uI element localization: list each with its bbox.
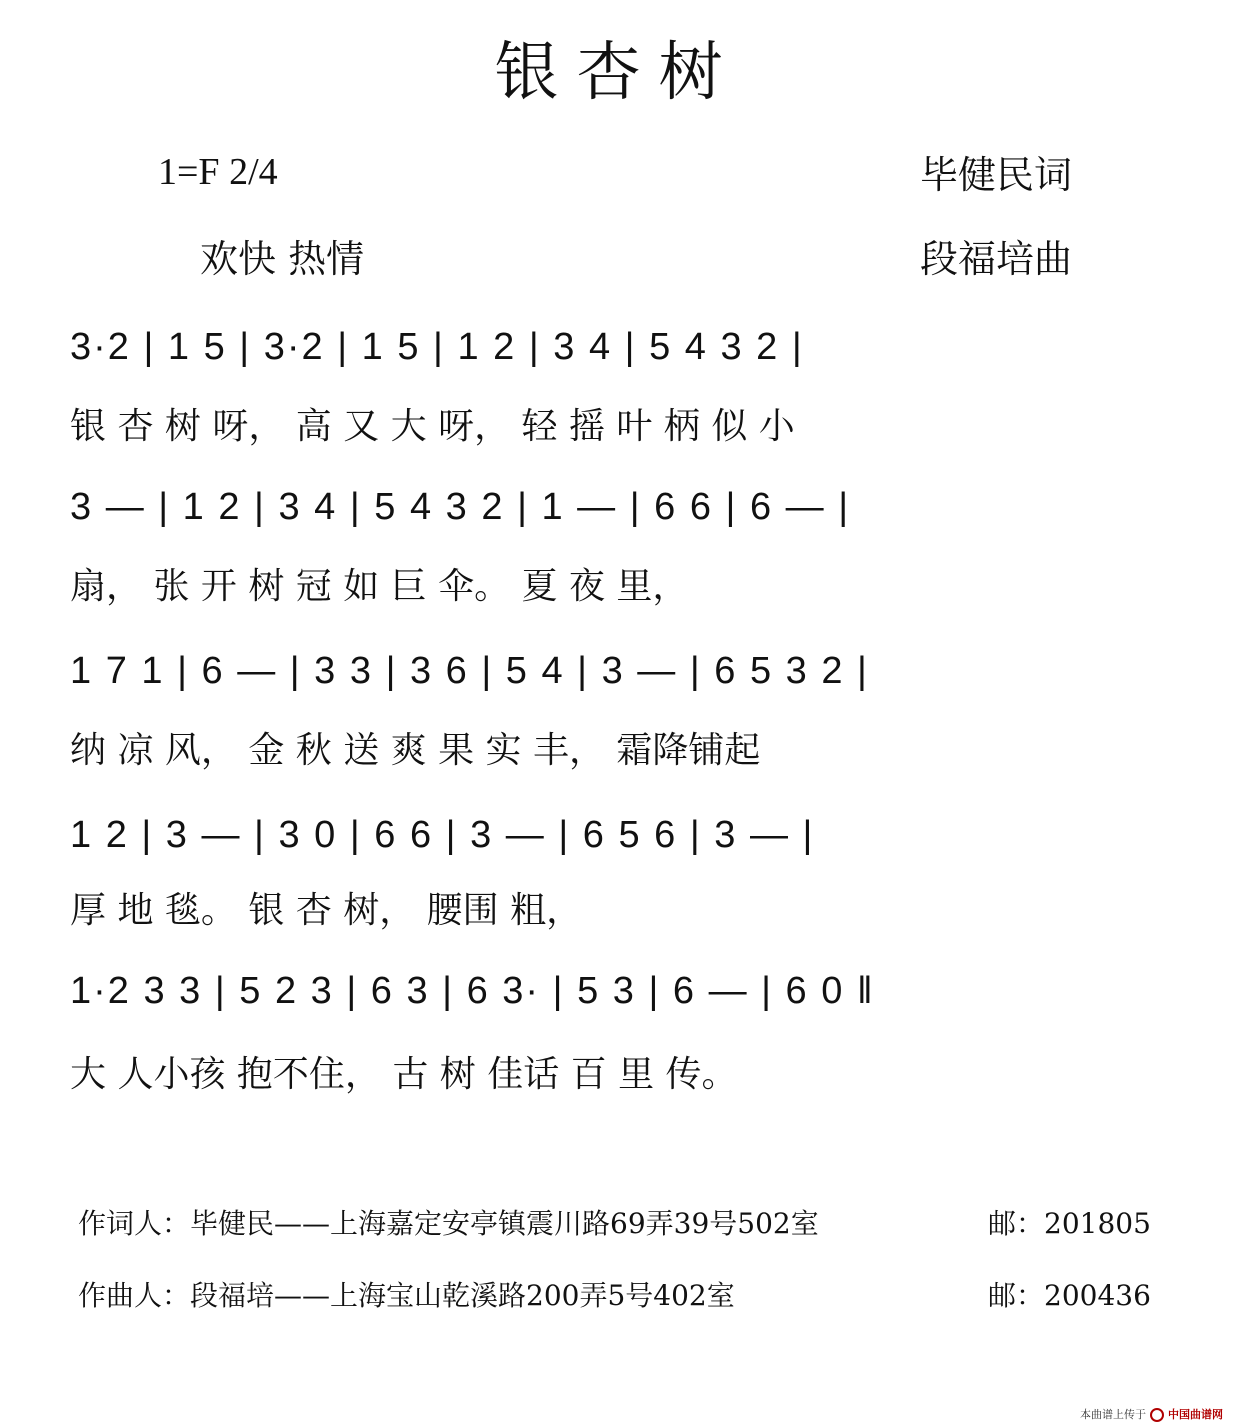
notation-line-4: 1 2 | 3 — | 3 0 | 6 6 | 3 — | 6 5 6 | 3 — | (70, 814, 815, 856)
footer-lyricist-address: 作词人：毕健民——上海嘉定安亭镇震川路69弄39号502室 (78, 1207, 819, 1240)
footer-lyricist-postal: 邮：201805 (988, 1207, 1151, 1240)
lyric-line-2: 扇， 张 开 树 冠 如 巨 伞。 夏 夜 里， (70, 566, 689, 607)
site-logo-icon (1150, 1408, 1164, 1422)
lyric-line-3: 纳 凉 风， 金 秋 送 爽 果 实 丰， 霜降铺起 (70, 730, 761, 771)
notation-line-1: 3·2 | 1 5 | 3·2 | 1 5 | 1 2 | 3 4 | 5 4 3 2 | (70, 326, 804, 368)
upload-credit (1080, 1406, 1223, 1422)
lyric-line-1: 银 杏 树 呀， 高 又 大 呀， 轻 摇 叶 柄 似 小 (70, 406, 795, 447)
footer-composer-postal: 邮：200436 (988, 1279, 1151, 1312)
lyric-line-5: 大 人小孩 抱不住， 古 树 佳话 百 里 传。 (70, 1054, 738, 1095)
notation-line-5: 1·2 3 3 | 5 2 3 | 6 3 | 6 3· | 5 3 | 6 — | 6 0 ‖ (70, 970, 875, 1012)
notation-line-2: 3 — | 1 2 | 3 4 | 5 4 3 2 | 1 — | 6 6 | 6 — | (70, 486, 851, 528)
lyricist-credit: 毕健民词 (920, 153, 1073, 197)
key-signature: 1=F 2/4 (158, 151, 278, 193)
footer-composer-address: 作曲人：段福培——上海宝山乾溪路200弄5号402室 (78, 1279, 735, 1312)
composer-credit: 段福培曲 (920, 237, 1073, 281)
upload-credit-text: 本曲谱上传于 (1080, 1408, 1146, 1421)
lyric-line-4: 厚 地 毯。 银 杏 树， 腰围 粗， (70, 890, 583, 931)
site-brand: 中国曲谱网 (1168, 1408, 1223, 1421)
page-title: 银杏树 (494, 36, 741, 110)
tempo-marking: 欢快 热情 (200, 237, 365, 281)
notation-line-3: 1 7 1 | 6 — | 3 3 | 3 6 | 5 4 | 3 — | 6 5 3 2 | (70, 650, 869, 692)
